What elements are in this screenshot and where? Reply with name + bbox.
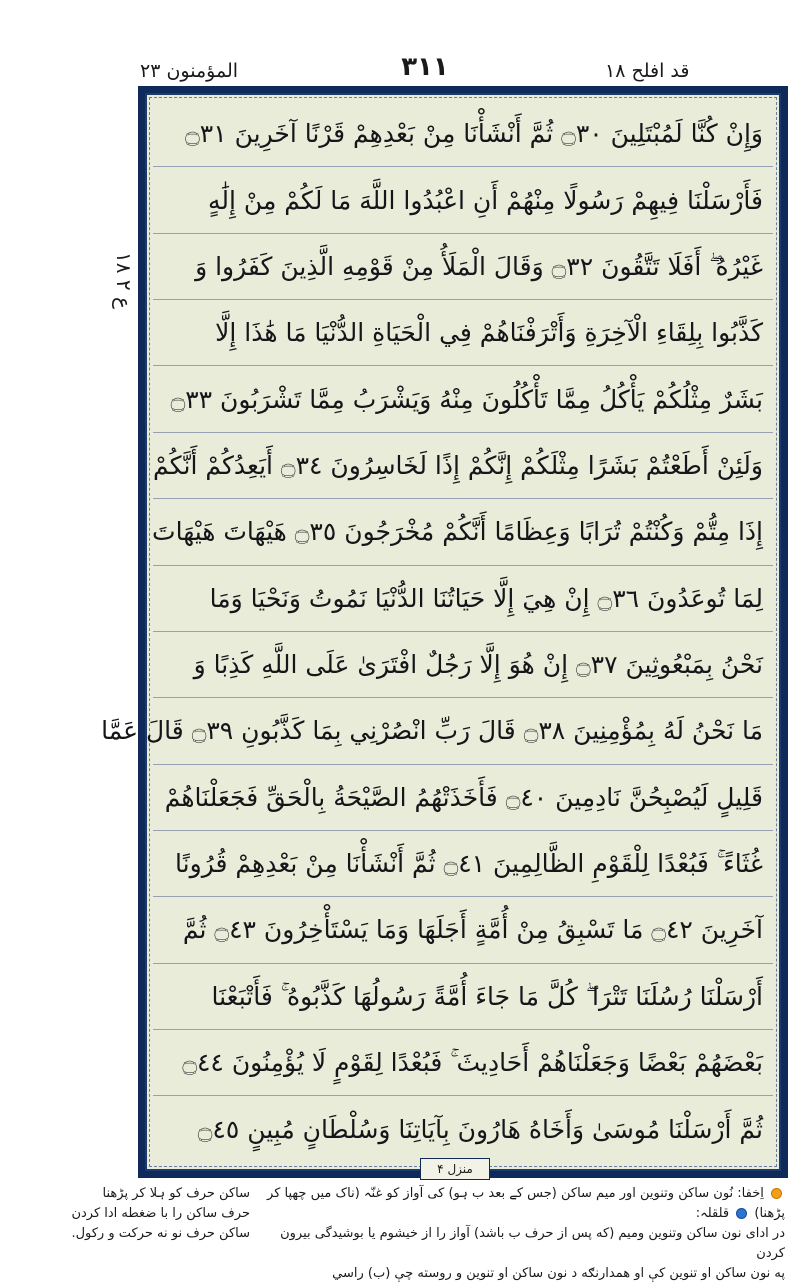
legend-persian: در ادای نون ساکن وتنوین ومیم (که پس از حرف ب باشد) آواز را از خیشوم یا بوشیدگی بیرون کردن [280,1226,785,1261]
verse-line [153,964,773,1030]
juz-name: قد افلح ۱۸ [605,60,690,82]
verse-line [153,566,773,632]
legend-pashto: په نون ساکن او تنوین کې او همدارنګه د نون ساکن او تنوین و روسته چې (ب) راسي [332,1266,785,1281]
verse-text: غُثَاءً ۚ فَبُعْدًا لِلْقَوْمِ الظَّالِمِينَ ۝٤١ ثُمَّ أَنْشَأْنَا مِنْ بَعْدِهِمْ قُرُونًا [175,849,763,879]
legend-ikhfa-text: اِخفا: نُون ساکن وتنوین اور میم ساکن (جس کے بعد ب ہو) کی آواز کو غنّہ (ناک میں چھپا کر پڑھنا) [267,1186,785,1221]
page-number: ۳۱۱ [401,52,449,82]
verse-text: غَيْرُهُ ۖ أَفَلَا تَتَّقُونَ ۝٣٢ وَقَالَ الْمَلَأُ مِنْ قَوْمِهِ الَّذِينَ كَفَرُوا وَ [195,251,763,281]
verse-text: أَرْسَلْنَا رُسُلَنَا تَتْرَا ۖ كُلَّ مَا جَاءَ أُمَّةً رَسُولُهَا كَذَّبُوهُ ۚ فَأَتْبَعْنَا [211,981,763,1011]
manzil-label: منزل ۴ [420,1158,490,1180]
verse-line [153,167,773,233]
verse-text: وَإِنْ كُنَّا لَمُبْتَلِينَ ۝٣٠ ثُمَّ أَنْشَأْنَا مِنْ بَعْدِهِمْ قَرْنًا آخَرِينَ ۝٣١ [185,119,763,149]
legend-ikhfa [250,1184,785,1224]
legend-persian-right: حرف ساکن را با ضغطه ادا کردن [71,1206,250,1221]
verse-text: مَا نَحْنُ لَهُ بِمُؤْمِنِينَ ۝٣٨ قَالَ رَبِّ انْصُرْنِي بِمَا كَذَّبُونِ ۝٣٩ قَالَ عَمَّا [101,716,763,746]
verse-text: آخَرِينَ ۝٤٢ مَا تَسْبِقُ مِنْ أُمَّةٍ أَجَلَهَا وَمَا يَسْتَأْخِرُونَ ۝٤٣ ثُمَّ [182,915,763,945]
verse-text: كَذَّبُوا بِلِقَاءِ الْآخِرَةِ وَأَتْرَفْنَاهُمْ فِي الْحَيَاةِ الدُّنْيَا مَا هَٰذَا إِلَّا [215,318,763,348]
legend-main [250,1184,785,1284]
tajweed-legend [0,1184,800,1288]
verse-text: بَعْضَهُمْ بَعْضًا وَجَعَلْنَاهُمْ أَحَادِيثَ ۚ فَبُعْدًا لِقَوْمٍ لَا يُؤْمِنُونَ ۝٤٤ [182,1048,763,1078]
verse-line [153,101,773,167]
verse-line [153,300,773,366]
blue-dot-icon [736,1208,747,1219]
verse-text: لِمَا تُوعَدُونَ ۝٣٦ إِنْ هِيَ إِلَّا حَيَاتُنَا الدُّنْيَا نَمُوتُ وَنَحْيَا وَمَا [209,583,763,613]
orange-dot-icon [771,1188,782,1199]
verse-text: نَحْنُ بِمَبْعُوثِينَ ۝٣٧ إِنْ هُوَ إِلَّا رَجُلٌ افْتَرَىٰ عَلَى اللَّهِ كَذِبًا وَ [193,650,763,680]
verse-text: قَلِيلٍ لَيُصْبِحُنَّ نَادِمِينَ ۝٤٠ فَأَخَذَتْهُمُ الصَّيْحَةُ بِالْحَقِّ فَجَعَلْنَاهُمْ [164,782,763,812]
verse-line [153,1096,773,1162]
verse-text: وَلَئِنْ أَطَعْتُمْ بَشَرًا مِثْلَكُمْ إِنَّكُمْ إِذًا لَخَاسِرُونَ ۝٣٤ أَيَعِدُكُمْ أَنَّكُمْ [153,450,763,480]
verse-line [153,433,773,499]
verse-text: إِذَا مِتُّمْ وَكُنْتُمْ تُرَابًا وَعِظَامًا أَنَّكُمْ مُخْرَجُونَ ۝٣٥ هَيْهَاتَ هَيْهَاتَ [152,517,763,547]
verse-line [101,698,773,764]
verse-line [153,1030,773,1096]
verse-text: ثُمَّ أَرْسَلْنَا مُوسَىٰ وَأَخَاهُ هَارُونَ بِآيَاتِنَا وَسُلْطَانٍ مُبِينٍ ۝٤٥ [197,1115,763,1145]
verse-line [153,765,773,831]
legend-qalqala-text: ساکن حرف کو ہلا کر پڑھنا [102,1186,250,1201]
verse-line [153,831,773,897]
ruku-marker: ع ۲ ۱۸ [112,251,136,309]
legend-side [20,1184,250,1244]
legend-qalqala-label: قلقلہ: [695,1206,730,1221]
verse-text: فَأَرْسَلْنَا فِيهِمْ رَسُولًا مِنْهُمْ أَنِ اعْبُدُوا اللَّهَ مَا لَكُمْ مِنْ إِلَٰهٍ [208,185,763,215]
verse-line [153,499,773,565]
verse-line [153,234,773,300]
verse-line [153,366,773,432]
verse-line [153,897,773,963]
page-header [0,0,800,90]
surah-name: المؤمنون ۲۳ [140,60,239,82]
legend-pashto-right: ساکن حرف نو نه حرکت و رکول. [71,1226,250,1241]
verse-text: بَشَرٌ مِثْلُكُمْ يَأْكُلُ مِمَّا تَأْكُلُونَ مِنْهُ وَيَشْرَبُ مِمَّا تَشْرَبُونَ ۝٣٣ [170,384,763,414]
verse-line [153,632,773,698]
